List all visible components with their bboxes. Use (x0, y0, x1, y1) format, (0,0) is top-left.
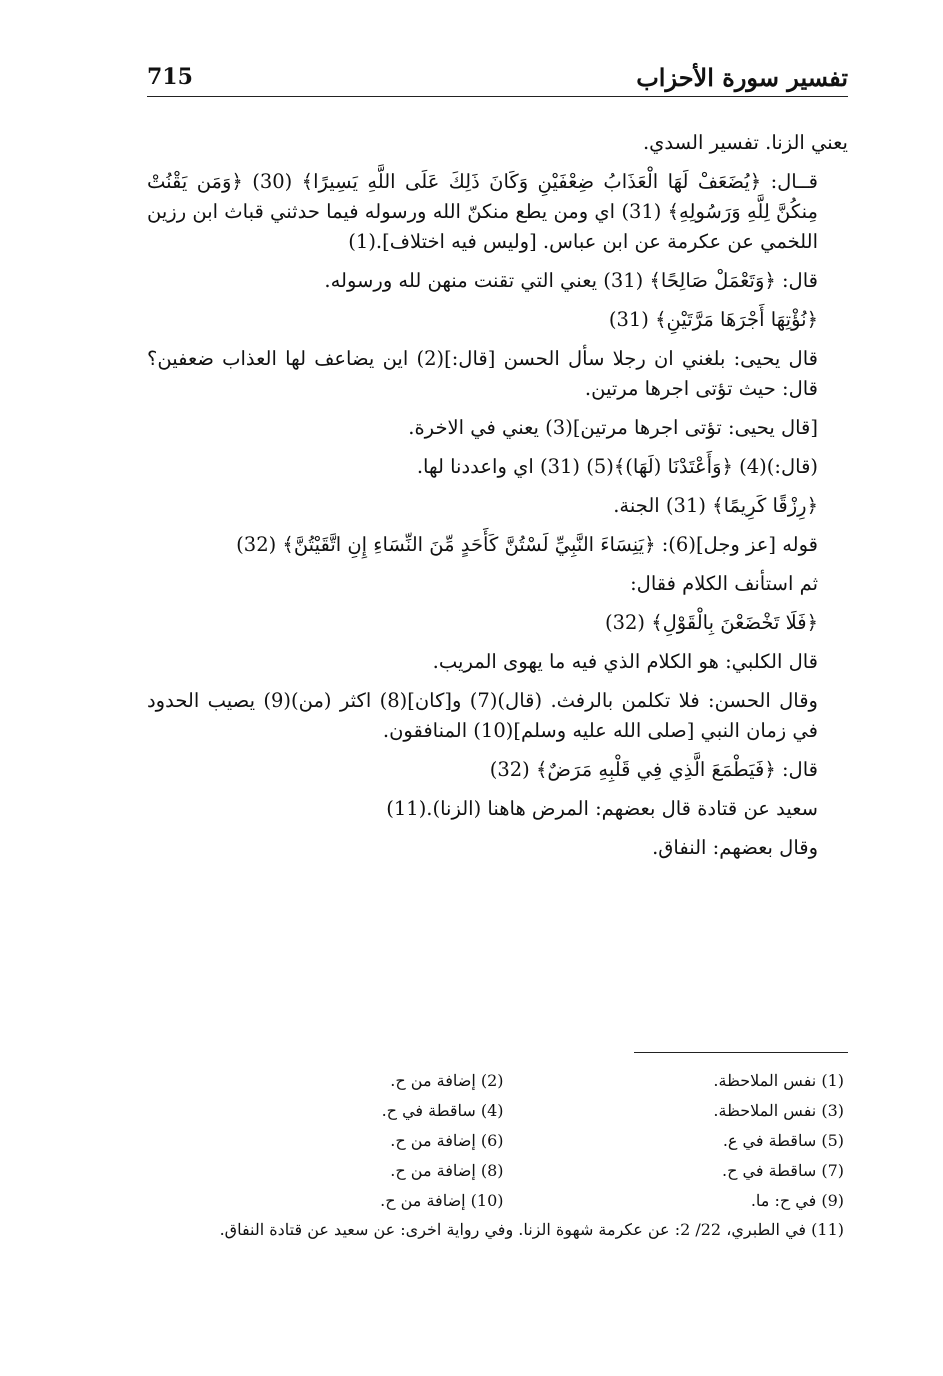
main-text (147, 128, 848, 872)
footnote-row (147, 1096, 848, 1126)
paragraph: ﴿فَلَا تَخْضَعْنَ بِالْقَوْلِ﴾ (32) (604, 611, 818, 634)
paragraph: وقال الحسن: فلا تكلمن بالرفث. (قال)(7) و[كان](8) اكثر (من)(9) يصيب الحدود في زمان النبي [صلى الله عليه وسلم](10) المنافقون. (147, 689, 818, 742)
footnotes (147, 1066, 848, 1244)
footnote-row (147, 1156, 848, 1186)
paragraph: قوله [عز وجل](6): ﴿يَنِسَاءَ النَّبِيِّ لَسْتُنَّ كَأَحَدٍ مِّنَ النِّسَاءِ إِنِ اتَّقَيْتُنَّ﴾ (32) (236, 533, 818, 556)
paragraph: [قال يحيى: تؤتى اجرها مرتين](3) يعني في الاخرة. (408, 416, 818, 439)
footnote: (5) ساقطة في ع. (722, 1131, 844, 1150)
footnote: (9) في ح: ما. (750, 1191, 844, 1210)
paragraph: قال يحيى: بلغني ان رجلا سأل الحسن [قال:](2) اين يضاعف لها العذاب ضعفين؟ قال: حيث تؤتى اجرها مرتين. (147, 347, 818, 400)
running-title: تفسير سورة الأحزاب (636, 62, 848, 92)
footnote-row (147, 1066, 848, 1096)
paragraph: قــال: ﴿يُضَعَفْ لَهَا الْعَذَابُ ضِعْفَيْنِ وَكَانَ ذَلِكَ عَلَى اللَّهِ يَسِيرًا﴾ (30) ﴿وَمَن يَقْنُتْ مِنكُنَّ لِلَّهِ وَرَسُولِهِ﴾ (31) اي ومن يطع منكنّ الله ورسوله فيما حدثني قباث ابن رزين اللخمي عن عكرمة عن ابن عباس. [وليس فيه اختلاف].(1) (147, 170, 818, 253)
footnote: (6) إضافة من ح. (390, 1131, 504, 1150)
paragraph: يعني الزنا. تفسير السدي. (642, 131, 848, 154)
footnote-row (147, 1126, 848, 1156)
footnote: (2) إضافة من ح. (390, 1071, 504, 1090)
footnote: (3) نفس الملاحظة. (713, 1101, 844, 1120)
paragraph: قال: ﴿وَتَعْمَلْ صَالِحًا﴾ (31) يعني التي تقنت منهن لله ورسوله. (324, 269, 818, 292)
page-header (147, 58, 848, 97)
footnote-row (147, 1186, 848, 1216)
paragraph: قال: ﴿فَيَطْمَعَ الَّذِي فِي قَلْبِهِ مَرَضٌ﴾ (32) (489, 758, 818, 781)
paragraph: سعيد عن قتادة قال بعضهم: المرض هاهنا (الزنا).(11) (386, 797, 818, 820)
paragraph: وقال بعضهم: النفاق. (652, 836, 818, 859)
footnote: (10) إضافة من ح. (380, 1191, 504, 1210)
footnote: (4) ساقطة في ح. (381, 1101, 504, 1120)
paragraph: ﴿رِزْقًا كَرِيمًا﴾ (31) الجنة. (613, 494, 818, 517)
footnote: (7) ساقطة في ح. (722, 1161, 844, 1180)
paragraph: قال الكلبي: هو الكلام الذي فيه ما يهوى المريب. (432, 650, 818, 673)
paragraph: ثم استأنف الكلام فقال: (630, 572, 818, 595)
footnote-separator (634, 1052, 848, 1053)
page-number: 715 (147, 64, 193, 90)
footnote: (1) نفس الملاحظة. (713, 1071, 844, 1090)
footnote: (8) إضافة من ح. (390, 1161, 504, 1180)
paragraph: (قال:)(4) ﴿وَأَعْتَدْنَا (لَهَا)﴾(5) (31) اي واعددنا لها. (416, 455, 818, 478)
paragraph: ﴿نُؤْتِهَا أَجْرَهَا مَرَّتَيْنِ﴾ (31) (608, 308, 818, 331)
footnote: (11) في الطبري، 22/ 2: عن عكرمة شهوة الزنا. وفي رواية اخرى: عن سعيد عن قتادة النفاق. (219, 1220, 844, 1239)
